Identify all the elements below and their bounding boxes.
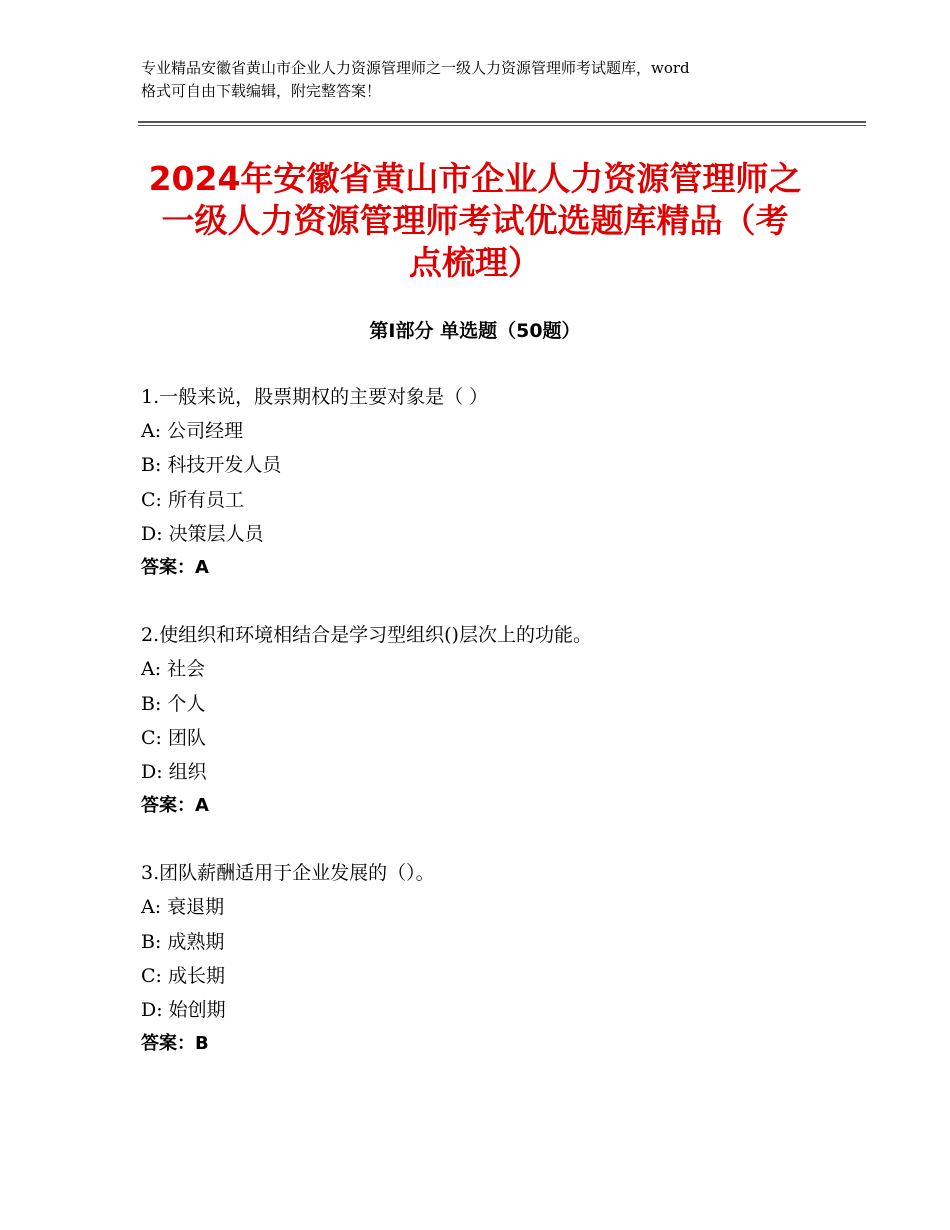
- title-line-1: 2024年安徽省黄山市企业人力资源管理师之: [148, 159, 802, 198]
- question-stem: 1.一般来说，股票期权的主要对象是（ ）: [141, 386, 489, 408]
- question-stem: 3.团队薪酬适用于企业发展的（）。: [141, 862, 435, 885]
- title-line-2: 一级人力资源管理师考试优选题库精品（考: [161, 201, 789, 240]
- answer-line: 答案：B: [141, 1033, 209, 1055]
- option-d: D: 组织: [141, 760, 207, 783]
- option-b: B: 个人: [141, 692, 206, 715]
- question-list: [141, 380, 841, 1094]
- option-d: D: 始创期: [141, 999, 226, 1021]
- header-divider-bottom: [138, 125, 866, 126]
- option-b: B: 科技开发人员: [141, 454, 282, 477]
- header-note: [141, 57, 831, 103]
- question-stem: 2.使组织和环境相结合是学习型组织()层次上的功能。: [141, 624, 592, 647]
- question-1: [141, 380, 841, 585]
- document-title: [130, 158, 820, 284]
- option-a: A: 衰退期: [141, 896, 225, 919]
- question-3: [141, 856, 841, 1061]
- answer-line: 答案：A: [141, 795, 209, 817]
- section-title: 第Ⅰ部分 单选题（50题）: [369, 320, 581, 342]
- title-line-3: 点梳理）: [409, 243, 541, 282]
- option-b: B: 成熟期: [141, 930, 225, 953]
- option-a: A: 公司经理: [141, 420, 244, 443]
- option-d: D: 决策层人员: [141, 522, 264, 545]
- header-divider-top: [138, 121, 866, 123]
- option-c: C: 成长期: [141, 964, 225, 987]
- header-note-line-1: 专业精品安徽省黄山市企业人力资源管理师之一级人力资源管理师考试题库，word: [141, 59, 690, 77]
- header-note-line-2: 格式可自由下载编辑，附完整答案！: [141, 82, 382, 100]
- option-c: C: 团队: [141, 726, 206, 749]
- option-c: C: 所有员工: [141, 488, 244, 511]
- answer-line: 答案：A: [141, 556, 209, 578]
- question-2: [141, 618, 841, 823]
- option-a: A: 社会: [141, 658, 206, 681]
